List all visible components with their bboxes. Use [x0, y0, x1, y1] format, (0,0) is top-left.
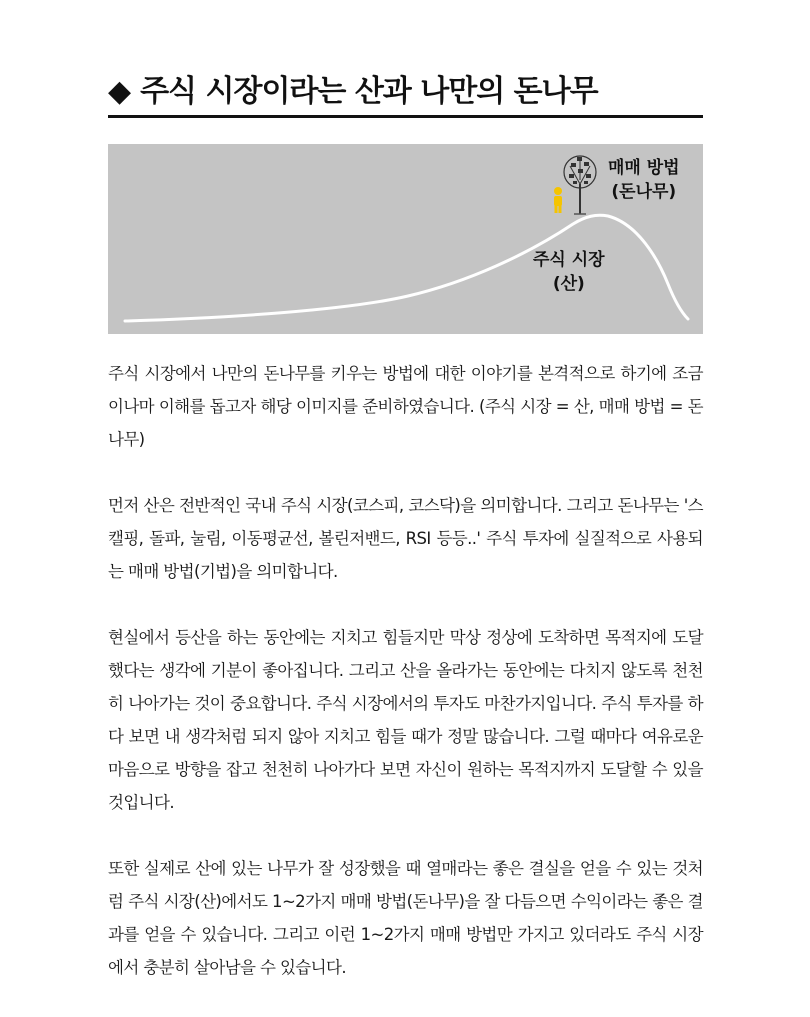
mountain-illustration: [108, 144, 703, 334]
money-tree-icon: [564, 156, 596, 214]
section-title: [108, 66, 598, 110]
mountain-label: [533, 248, 605, 296]
tree-label-line2: (돈나무): [611, 182, 677, 202]
section-title-text: 주식 시장이라는 산과 나만의 돈나무: [140, 74, 598, 109]
title-underline: [108, 115, 703, 118]
paragraph-fruit: 또한 실제로 산에 있는 나무가 잘 성장했을 때 열매라는 좋은 결실을 얻을 수 있는 것처럼 주식 시장(산)에서도 1~2가지 매매 방법(돈나무)을 잘 다듬으면 수익이라는 좋은 결과를 얻을 수 있습니다. 그리고 이런 1~2가지 매매 방법만 가지고 있더라도 주식 시장에서 충분히 살아남을 수 있습니다.: [108, 859, 703, 977]
tree-label-line1: 매매 방법: [608, 158, 680, 178]
person-icon: [554, 187, 562, 213]
paragraph-definition: 먼저 산은 전반적인 국내 주식 시장(코스피, 코스닥)을 의미합니다. 그리고 돈나무는 '스캘핑, 돌파, 눌림, 이동평균선, 볼린저밴드, RSI 등등..' 주식 투자에 실질적으로 사용되는 매매 방법(기법)을 의미합니다.: [108, 496, 703, 581]
body-text: [108, 357, 703, 1017]
tree-label: [608, 156, 680, 204]
mountain-label-line2: (산): [552, 274, 585, 294]
mountain-label-line1: 주식 시장: [533, 250, 605, 270]
paragraph-intro: 주식 시장에서 나만의 돈나무를 키우는 방법에 대한 이야기를 본격적으로 하기에 조금이나마 이해를 돕고자 해당 이미지를 준비하였습니다. (주식 시장 = 산, 매매 방법 = 돈나무): [108, 364, 703, 449]
paragraph-hiking: 현실에서 등산을 하는 동안에는 지치고 힘들지만 막상 정상에 도착하면 목적지에 도달했다는 생각에 기분이 좋아집니다. 그리고 산을 올라가는 동안에는 다치지 않도록 천천히 나아가는 것이 중요합니다. 주식 시장에서의 투자도 마찬가지입니다. 주식 투자를 하다 보면 내 생각처럼 되지 않아 지치고 힘들 때가 정말 많습니다. 그럴 때마다 여유로운 마음으로 방향을 잡고 천천히 나아가다 보면 자신이 원하는 목적지까지 도달할 수 있을 것입니다.: [108, 628, 703, 812]
diamond-bullet-icon: ◆: [108, 74, 131, 109]
